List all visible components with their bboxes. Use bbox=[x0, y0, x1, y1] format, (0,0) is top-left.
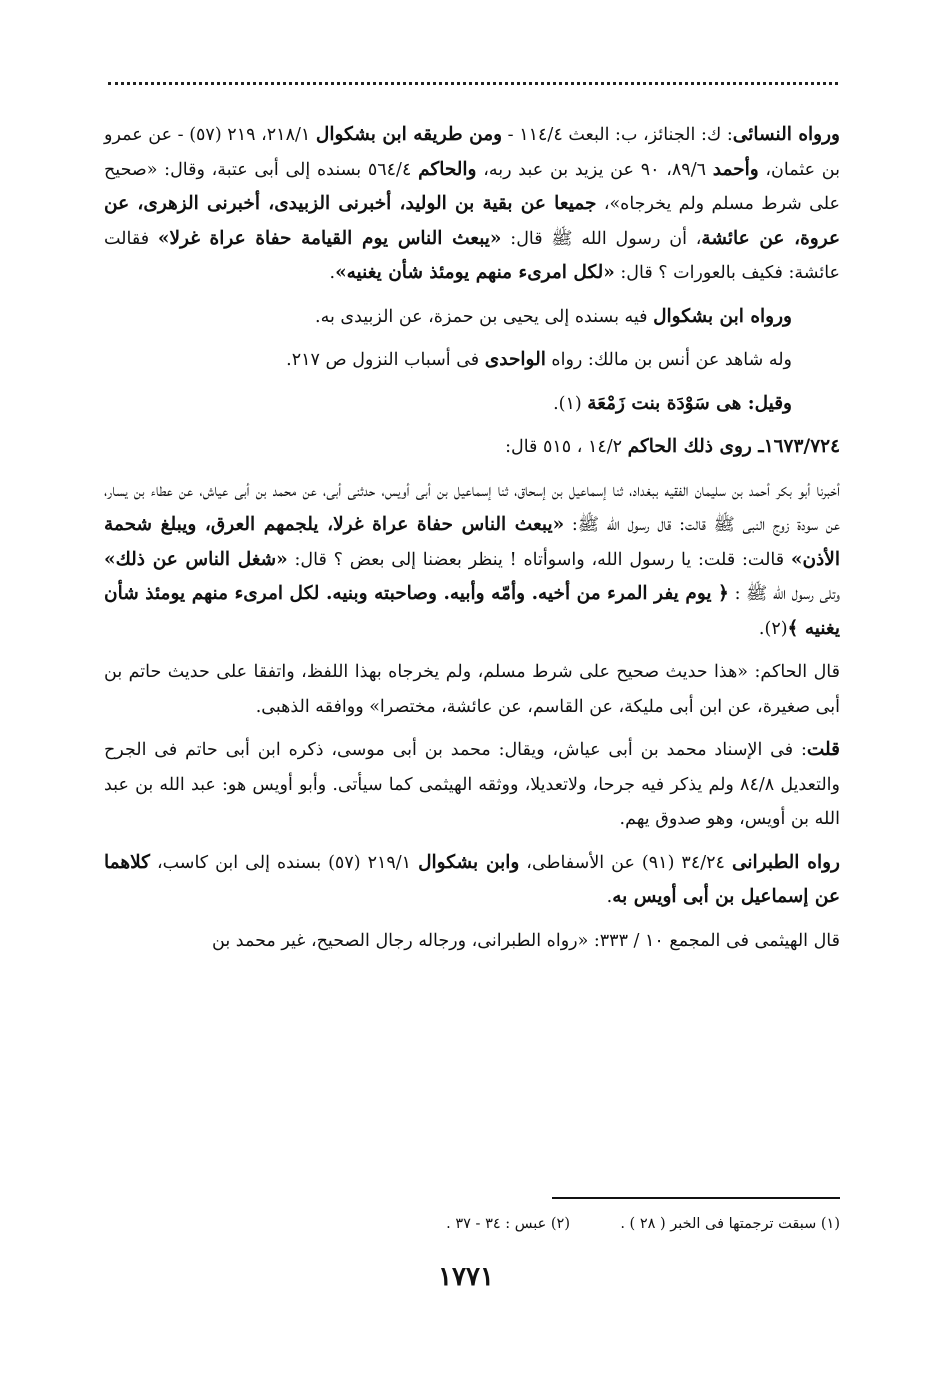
text-run: : ك: الجنائز، ب: البعث ١١٤/٤ - bbox=[502, 125, 733, 145]
text-run: . bbox=[329, 263, 336, 283]
paragraph-qultu bbox=[104, 733, 840, 837]
bold-run: ﴿ يوم يفر المرء من أخيه. وأمّه وأبيه. وصاحبته وبنيه. لكل امرىء منهم يومئذ شأن يغنيه ﴾ bbox=[104, 583, 840, 639]
text-run: . bbox=[606, 887, 613, 907]
text-run: (٢). bbox=[758, 618, 788, 639]
footnote-2: (٢) عبس : ٣٤ - ٣٧ . bbox=[446, 1216, 570, 1232]
text-run: ٢١٩/١ (٥٧) بسنده إلى ابن كاسب، bbox=[149, 852, 419, 873]
bold-run: ومن طريقه ابن بشكوال bbox=[315, 124, 503, 145]
bold-run: «لكل امرىء منهم يومئذ شأن يغنيه» bbox=[335, 262, 615, 283]
text-run: فقالت عائشة: فكيف بالعورات ؟ قال: bbox=[104, 228, 840, 283]
footnote-1: (١) سبقت ترجمتها فى الخبر ( ٢٨ ) . bbox=[620, 1216, 840, 1232]
main-text bbox=[104, 118, 840, 967]
text-run: أخبرنا أبو بكر أحمد بن سليمان الفقيه ببغداد، ثنا إسماعيل بن إسحاق، ثنا إسماعيل بن أبى أويس، حدثنى أبى، عن محمد بن أبى عياش، عن عطاء بن يسار، عن سودة زوج النبى ﷺ قالت: قال رسول الله ﷺ: bbox=[104, 480, 840, 535]
text-run: فيه بسنده إلى يحيى بن حمزة، عن الزبيدى به. bbox=[315, 306, 654, 327]
header-dotted-rule bbox=[108, 82, 838, 85]
text-run: ٥٦٤/٤ بسنده إلى أبى عتبة، وقال: «صحيح على شرط مسلم ولم يخرجاه»، bbox=[104, 159, 840, 214]
paragraph-haythami bbox=[104, 924, 840, 959]
text-run: وله شاهد عن أنس بن مالك: رواه bbox=[545, 350, 792, 370]
paragraph-isnad bbox=[104, 474, 840, 647]
bold-run: «شغل الناس عن ذلك» bbox=[104, 548, 288, 570]
paragraph-ibn-bashkuwal bbox=[104, 300, 840, 335]
paragraph-tabarani bbox=[104, 846, 840, 915]
hadith-heading bbox=[104, 430, 840, 465]
bold-run: الواحدى bbox=[484, 349, 546, 370]
bold-run: ١٦٧٣/٧٢٤ـ روى ذلك الحاكم bbox=[627, 436, 840, 457]
text-run: ، أن رسول الله ﷺ قال: bbox=[501, 228, 702, 249]
text-run: (١). bbox=[553, 393, 588, 414]
bold-run: رواه الطبرانى bbox=[731, 851, 840, 873]
bold-run: «يبعث الناس حفاة عراة غرلا، يلجمهم العرق، ويبلغ شحمة الأذن» bbox=[104, 514, 840, 570]
text-run: قال الهيثمى فى المجمع ١٠ / ٣٣٣: «رواه الطبرانى، ورجاله رجال الصحيح، غير محمد بن bbox=[212, 930, 840, 951]
text-run: ١٤/٢ ، ٥١٥ قال: bbox=[505, 437, 628, 457]
bold-run: قلت bbox=[806, 739, 840, 760]
text-run: فى أسباب النزول ص ٢١٧. bbox=[286, 350, 485, 370]
page-number: ١٧٧١ bbox=[438, 1262, 494, 1292]
text-run: وتلى رسول الله ﷺ : bbox=[728, 584, 840, 604]
footnote-separator bbox=[552, 1197, 840, 1199]
bold-run: «يبعث الناس يوم القيامة حفاة عراة غرلا» bbox=[157, 227, 502, 249]
bold-run: ورواه النسائى bbox=[732, 124, 840, 145]
text-run: قال الحاكم: «هذا حديث صحيح على شرط مسلم، ولم يخرجاه بهذا اللفظ، واتفقا على حديث حاتم بن أبى صغيرة، عن ابن أبى مليكة، عن القاسم، عن عائشة، مختصرا» ووافقه الذهبى. bbox=[104, 662, 840, 717]
bold-run: جميعا عن بقية بن الوليد، أخبرنى الزبيدى، أخبرنى الزهرى، عن عروة، عن عائشة bbox=[104, 193, 840, 249]
bold-run: وقيل: هى سَوْدَة بنت زَمْعَة bbox=[587, 392, 792, 414]
text-run: ٣٤/٢٤ (٩١) عن الأسفاطى، bbox=[519, 852, 732, 873]
footnotes bbox=[250, 1216, 840, 1240]
bold-run: والحاكم bbox=[418, 158, 477, 180]
paragraph-nasai bbox=[104, 118, 840, 291]
bold-run: وابن بشكوال bbox=[418, 851, 520, 873]
text-run: قالت: قلت: يا رسول الله، واسوأتاه ! ينظر بعضنا إلى بعض ؟ قال: bbox=[287, 549, 791, 570]
paragraph-anas-witness bbox=[104, 343, 840, 378]
text-run: ٨٩/٦، ٩٠ عن يزيد بن عبد ربه، bbox=[476, 159, 713, 180]
text-run: ٢١٨/١، ٢١٩ (٥٧) - عن عمرو بن عثمان، bbox=[104, 125, 840, 180]
bold-run: كلاهما عن إسماعيل بن أبى أويس به bbox=[104, 851, 840, 907]
text-run: : فى الإسناد محمد بن أبى عياش، ويقال: محمد بن أبى موسى، ذكره ابن أبى حاتم فى الجرح والتعديل ٨٤/٨ ولم يذكر فيه جرحا، ولاتعديلا، ووثقه الهيثمى كما سيأتى. وأبو أويس هو: عبد الله بن عبد الله بن أويس، وهو صدوق يهم. bbox=[104, 740, 840, 829]
paragraph-sawda bbox=[104, 387, 840, 422]
bold-run: ورواه ابن بشكوال bbox=[653, 305, 792, 327]
bold-run: وأحمد bbox=[712, 158, 759, 180]
paragraph-hakim-verdict bbox=[104, 655, 840, 724]
